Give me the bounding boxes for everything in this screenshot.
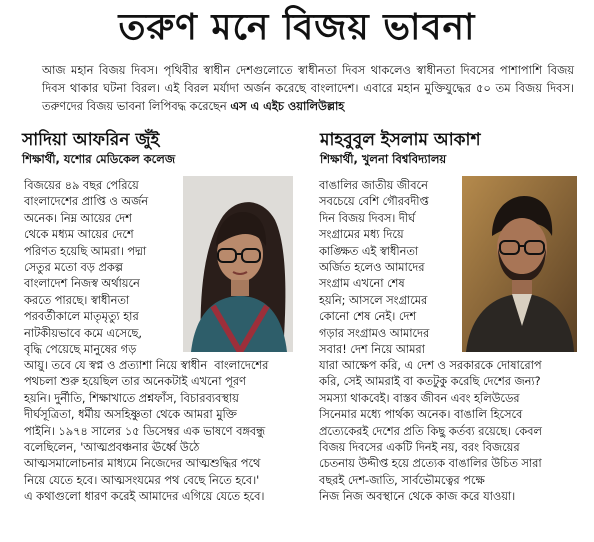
- intro-text: আজ মহান বিজয় দিবস। পৃথিবীর স্বাধীন দেশগুলোতে স্বাধীনতা দিবস থাকলেও স্বাধীনতা দিবসের পাশাপাশি বিজয় দিবস থাকার ঘটনা বিরল। এই বিরল মর্যাদা অর্জন করেছে বাংলাদেশ। এবারে মহান মুক্তিযুদ্ধের ৫০ তম বিজয় দিবস। তরুণদের বিজয় ভাবনা লিপিবদ্ধ করেছেন: [42, 63, 574, 113]
- intro-paragraph: [42, 61, 574, 115]
- right-author-role: শিক্ষার্থী, খুলনা বিশ্ববিদ্যালয়: [320, 152, 447, 166]
- left-author-byline: [22, 130, 175, 167]
- left-article-text-bottom: আয়ু। তবে যে স্বপ্ন ও প্রত্যাশা নিয়ে স্বাধীন বাংলাদেশের পথচলা শুরু হয়েছিল তার অনেকটাই এখনো পূরণ হয়নি। দুর্নীতি, শিক্ষাখাতে প্রশ্নফাঁস, বিচারব্যবস্থায় দীর্ঘসূত্রিতা, ধর্মীয় অসহিষ্ণুতা থেকে আমরা মুক্তি পাইনি। ১৯৭৪ সালের ১৫ ডিসেম্বর এক ভাষণে বঙ্গবন্ধু বলেছিলেন, 'আত্মপ্রবঞ্চনার ঊর্ধ্বে উঠে আত্মসমালোচনার মাধ্যমে নিজেদের আত্মশুদ্ধির পথে নিয়ে যেতে হবে। আত্মসংযমের পথ বেছে নিতে হবে।' এ কথাগুলো ধারণ করেই আমাদের এগিয়ে যেতে হবে।: [24, 359, 269, 504]
- right-article-text-bottom: যারা আক্ষেপ করি, এ দেশ ও সরকারকে দোষারোপ করি, সেই আমরাই বা কতটুকু করেছি দেশের জন্য? সমস্যা থাকবেই। বাস্তব জীবন এবং হলিউডের সিনেমার মধ্যে পার্থক্য অনেক। বাঙালি হিসেবে প্রত্যেকেরই দেশের প্রতি কিছু কর্তব্য রয়েছে। কেবল বিজয় দিবসের একটি দিনই নয়, বরং বিজয়ের চেতনায় উদ্দীপ্ত হয়ে প্রত্যেক বাঙালির উচিত সারা বছরই দেশ-জাতি, সার্বভৌমত্বের পক্ষে নিজ নিজ অবস্থানে থেকে কাজ করে যাওয়া।: [319, 359, 542, 504]
- left-article-text-top: বিজয়ের ৪৯ বছর পেরিয়ে বাংলাদেশের প্রাপ্তি ও অর্জন অনেক। নিম্ন আয়ের দেশ থেকে মধ্যম আয়ের দেশে পরিণত হয়েছি আমরা। পদ্মা সেতুর মতো বড় প্রকল্প বাংলাদেশ নিজস্ব অর্থায়নে করতে পারছে। স্বাধীনতা পরবর্তীকালে মাতৃমৃত্যু হার নাটকীয়ভাবে কমে এসেছে, বৃদ্ধি পেয়েছে মানুষের গড়: [24, 179, 148, 357]
- right-author-byline: [320, 130, 481, 167]
- right-article-text-top: বাঙালির জাতীয় জীবনে সবচেয়ে বেশি গৌরবদীপ্ত দিন বিজয় দিবস। দীর্ঘ সংগ্রামের মধ্য দিয়ে কাঙ্ক্ষিত এই স্বাধীনতা অর্জিত হলেও আমাদের সংগ্রাম এখনো শেষ হয়নি; আসলে সংগ্রামের কোনো শেষ নেই। দেশ গড়ার সংগ্রামও আমাদের সবার! দেশ নিয়ে আমরা: [319, 179, 430, 357]
- intro-credit: এস এ এইচ ওয়ালিউল্লাহ: [230, 99, 345, 113]
- headline: তরুণ মনে বিজয় ভাবনা: [118, 6, 476, 48]
- portrait-woman-photo: [183, 176, 293, 352]
- right-author-name: মাহবুবুল ইসলাম আকাশ: [320, 130, 481, 150]
- left-author-photo: [183, 176, 293, 352]
- left-author-role: শিক্ষার্থী, যশোর মেডিকেল কলেজ: [22, 152, 176, 166]
- portrait-man-photo: [462, 176, 577, 352]
- left-author-name: সাদিয়া আফরিন জুঁই: [22, 130, 160, 150]
- right-author-photo: [462, 176, 577, 352]
